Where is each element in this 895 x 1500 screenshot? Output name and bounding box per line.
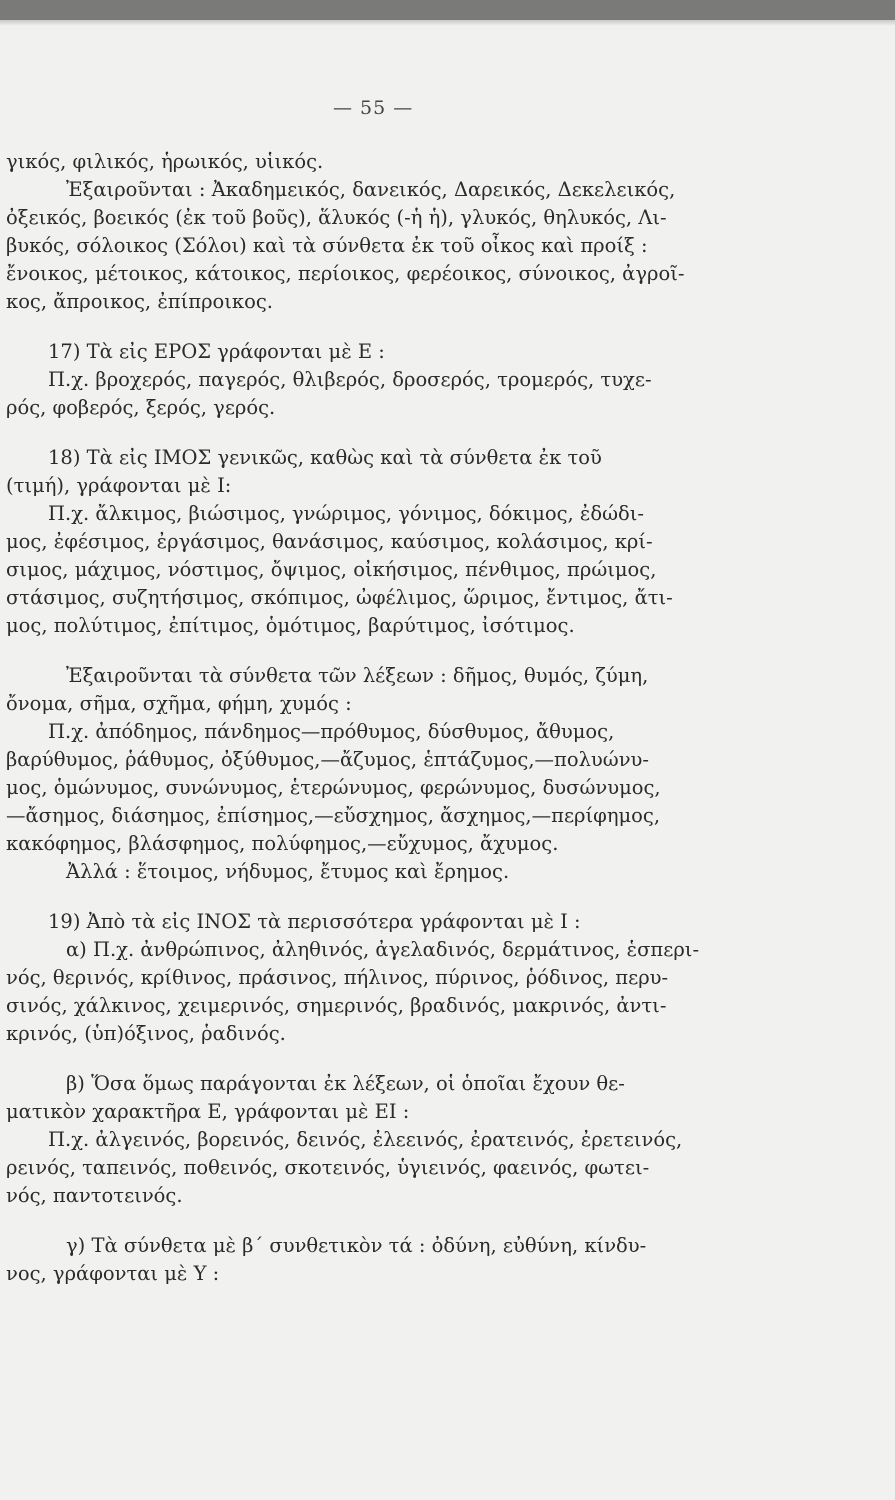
- text-line: 19) Ἀπὸ τὰ εἰς ΙΝΟΣ τὰ περισσότερα γράφονται μὲ Ι :: [48, 910, 581, 933]
- scan-top-shadow: [0, 20, 895, 26]
- text-line: Π.χ. ἀπόδημος, πάνδημος—πρόθυμος, δύσθυμος, ἄθυμος,: [48, 720, 615, 743]
- text-line: γ) Τὰ σύνθετα μὲ β´ συνθετικὸν τά : ὀδύνη, εὐθύνη, κίνδυ-: [66, 1234, 647, 1257]
- text-line: μος, ἐφέσιμος, ἐργάσιμος, θανάσιμος, καύσιμος, κολάσιμος, κρί-: [6, 530, 653, 553]
- paragraph-gap: [0, 1210, 895, 1232]
- text-line: μος, ὁμώνυμος, συνώνυμος, ἑτερώνυμος, φερώνυμος, δυσώνυμος,: [6, 776, 661, 799]
- text-line: ὄνομα, σῆμα, σχῆμα, φήμη, χυμός :: [6, 692, 352, 715]
- text-line: Π.χ. ἄλκιμος, βιώσιμος, γνώριμος, γόνιμος, δόκιμος, ἐδώδι-: [48, 502, 645, 525]
- page-body-text: [0, 148, 895, 1288]
- paragraph-gap: [0, 316, 895, 338]
- text-line: μος, πολύτιμος, ἐπίτιμος, ὁμότιμος, βαρύτιμος, ἰσότιμος.: [6, 614, 575, 637]
- text-line: κρινός, (ὑπ)όξινος, ῥαδινός.: [6, 1022, 286, 1045]
- text-line: Ἀλλά : ἕτοιμος, νήδυμος, ἔτυμος καὶ ἔρημος.: [66, 860, 510, 883]
- paragraph-gap: [0, 422, 895, 444]
- text-line: Π.χ. ἀλγεινός, βορεινός, δεινός, ἐλεεινός, ἐρατεινός, ἐρετεινός,: [48, 1128, 683, 1151]
- text-line: Ἐξαιροῦνται : Ἀκαδημεικός, δανεικός, Δαρεικός, Δεκελεικός,: [66, 178, 676, 201]
- scan-top-edge: [0, 0, 895, 20]
- text-line: β) Ὅσα ὅμως παράγονται ἐκ λέξεων, οἱ ὁποῖαι ἔχουν θε-: [66, 1072, 625, 1095]
- text-line: α) Π.χ. ἀνθρώπινος, ἀληθινός, ἀγελαδινός, δερμάτινος, ἑσπερι-: [66, 938, 700, 961]
- text-line: νός, παντοτεινός.: [6, 1184, 183, 1207]
- text-line: 17) Τὰ εἰς ΕΡΟΣ γράφονται μὲ Ε :: [48, 340, 385, 363]
- text-line: γικός, φιλικός, ἡρωικός, υἱικός.: [6, 150, 324, 173]
- text-line: 18) Τὰ εἰς ΙΜΟΣ γενικῶς, καθὼς καὶ τὰ σύνθετα ἐκ τοῦ: [48, 446, 602, 469]
- page-number: — 55 —: [333, 97, 414, 119]
- text-line: στάσιμος, συζητήσιμος, σκόπιμος, ὠφέλιμος, ὥριμος, ἔντιμος, ἄτι-: [6, 586, 673, 609]
- text-line: βυκός, σόλοικος (Σόλοι) καὶ τὰ σύνθετα ἐκ τοῦ οἶκος καὶ προίξ :: [6, 234, 648, 257]
- text-line: νός, θερινός, κρίθινος, πράσινος, πήλινος, πύρινος, ῥόδινος, περυ-: [6, 966, 669, 989]
- text-line: σινός, χάλκινος, χειμερινός, σημερινός, βραδινός, μακρινός, ἀντι-: [6, 994, 667, 1017]
- text-line: κος, ἄπροικος, ἐπίπροικος.: [6, 290, 273, 313]
- paragraph-gap: [0, 886, 895, 908]
- text-line: Π.χ. βροχερός, παγερός, θλιβερός, δροσερός, τρομερός, τυχε-: [48, 368, 652, 391]
- text-line: ὀξεικός, βοεικός (ἐκ τοῦ βοῦς), ἅλυκός (-ἡ ἡ), γλυκός, θηλυκός, Λι-: [6, 206, 667, 229]
- text-line: ματικὸν χαρακτῆρα Ε, γράφονται μὲ ΕΙ :: [6, 1100, 410, 1123]
- text-line: —ἄσημος, διάσημος, ἐπίσημος,—εὔσχημος, ἄσχημος,—περίφημος,: [6, 804, 661, 827]
- text-line: ρεινός, ταπεινός, ποθεινός, σκοτεινός, ὑγιεινός, φαεινός, φωτει-: [6, 1156, 650, 1179]
- text-line: σιμος, μάχιμος, νόστιμος, ὄψιμος, οἰκήσιμος, πένθιμος, πρώιμος,: [6, 558, 657, 581]
- paragraph-gap: [0, 640, 895, 662]
- text-line: Ἐξαιροῦνται τὰ σύνθετα τῶν λέξεων : δῆμος, θυμός, ζύμη,: [66, 664, 649, 687]
- text-line: κακόφημος, βλάσφημος, πολύφημος,—εὔχυμος, ἄχυμος.: [6, 832, 559, 855]
- text-line: ἔνοικος, μέτοικος, κάτοικος, περίοικος, φερέοικος, σύνοικος, ἀγροῖ-: [6, 262, 685, 285]
- text-line: νος, γράφονται μὲ Υ :: [6, 1262, 220, 1285]
- text-line: (τιμή), γράφονται μὲ Ι:: [6, 474, 232, 497]
- text-line: ρός, φοβερός, ξερός, γερός.: [6, 396, 276, 419]
- text-line: βαρύθυμος, ῥάθυμος, ὀξύθυμος,—ἄζυμος, ἑπτάζυμος,—πολυώνυ-: [6, 748, 649, 771]
- paragraph-gap: [0, 1048, 895, 1070]
